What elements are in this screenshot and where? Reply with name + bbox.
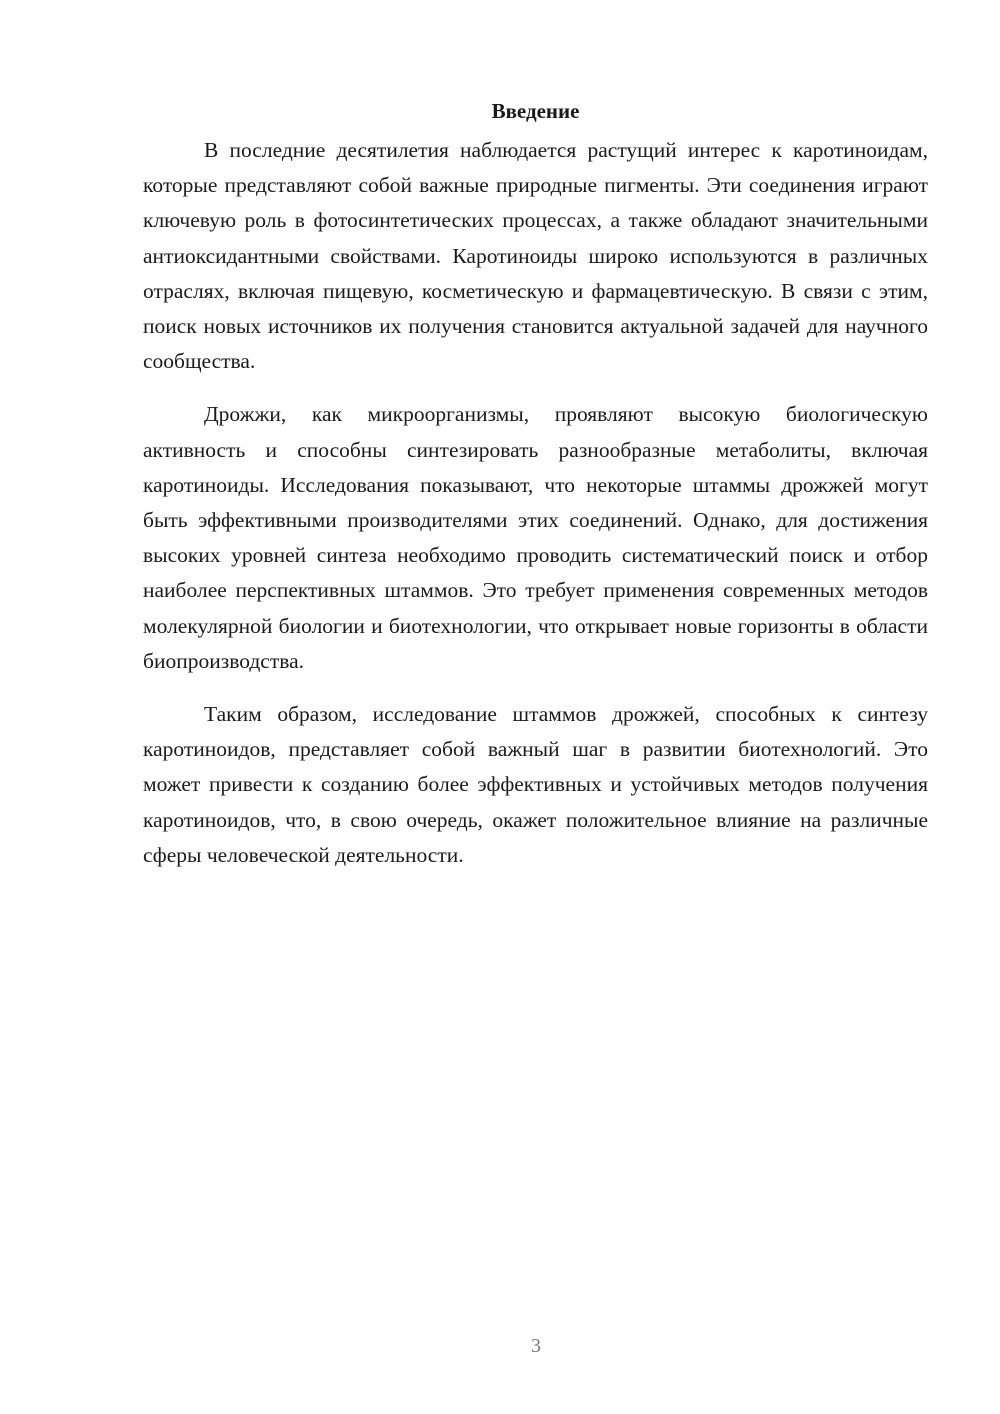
paragraph: Таким образом, исследование штаммов дрожжей, способных к синтезу каротиноидов, представляет собой важный шаг в развитии биотехнологий. Это может привести к созданию более эффективных и устойчивых методов получения каротиноидов, что, в свою очередь, окажет положительное влияние на различные сферы человеческой деятельности. — [143, 702, 928, 867]
page-number: 3 — [531, 1335, 541, 1357]
paragraph: Дрожжи, как микроорганизмы, проявляют высокую биологическую активность и способны синтезировать разнообразные метаболиты, включая каротиноиды. Исследования показывают, что некоторые штаммы дрожжей могут быть эффективными производителями этих соединений. Однако, для достижения высоких уровней синтеза необходимо проводить систематический поиск и отбор наиболее перспективных штаммов. Это требует применения современных методов молекулярной биологии и биотехнологии, что открывает новые горизонты в области биопроизводства. — [143, 402, 928, 673]
paragraph: В последние десятилетия наблюдается растущий интерес к каротиноидам, которые представляют собой важные природные пигменты. Эти соединения играют ключевую роль в фотосинтетических процессах, а также обладают значительными антиоксидантными свойствами. Каротиноиды широко используются в различных отраслях, включая пищевую, косметическую и фармацевтическую. В связи с этим, поиск новых источников их получения становится актуальной задачей для научного сообщества. — [143, 138, 928, 374]
document-body — [143, 97, 928, 891]
section-title: Введение — [491, 99, 580, 123]
